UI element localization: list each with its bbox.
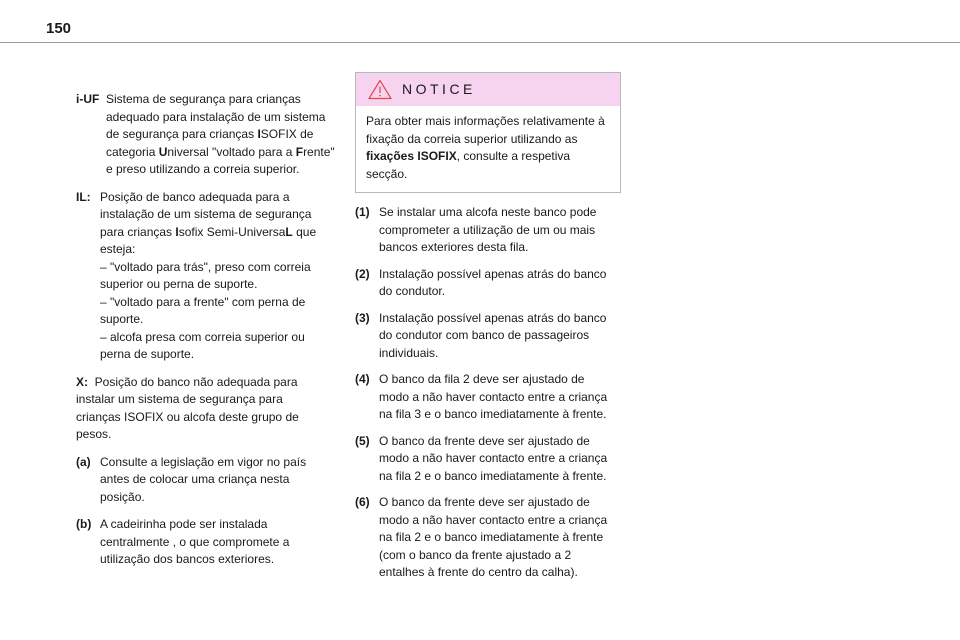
numbered-note (355, 310, 623, 363)
text-line: comprometer a utilização de um ou mais (379, 222, 596, 237)
list-item: perna de suporte. (100, 347, 195, 361)
text-line: SOFIX de (260, 127, 314, 141)
text-line: adequado para instalação de um sistema (106, 109, 326, 124)
note-text (379, 494, 607, 582)
text-line: esteja: (100, 242, 136, 256)
notice-box (355, 72, 621, 193)
text-line: secção. (366, 166, 408, 181)
emphasis: U (158, 144, 168, 159)
text-line: individuais. (379, 345, 439, 360)
definition-iuf (76, 91, 346, 179)
numbered-note (355, 371, 623, 424)
text-line: Consulte a legislação em vigor no país (100, 454, 307, 469)
note-text (379, 266, 606, 301)
text-line: (com o banco da frente ajustado a 2 (379, 547, 572, 562)
numbered-note (355, 494, 623, 582)
text-line: instalar um sistema de segurança para (76, 392, 283, 406)
text-line: para crianças (100, 224, 176, 239)
note-text (379, 371, 607, 424)
definition-text (76, 374, 346, 444)
list-item: – alcofa presa com correia superior ou (100, 329, 305, 344)
definition-il (76, 189, 346, 364)
definition-text (100, 189, 346, 364)
header-divider (0, 42, 960, 43)
note-text (379, 433, 607, 486)
text-line: que (292, 224, 317, 239)
numbered-notes (355, 204, 623, 582)
list-item: superior ou perna de suporte. (100, 277, 258, 291)
text-line: O banco da frente deve ser ajustado de (379, 495, 590, 509)
note-text (379, 310, 606, 363)
note-number: (4) (355, 372, 370, 386)
text-line: posição. (100, 489, 145, 504)
text-line: entalhes à frente do centro da calha). (379, 565, 578, 579)
definition-text (100, 454, 346, 507)
text-line: Para obter mais informações relativamente à (366, 114, 605, 128)
term-label: IL: (76, 189, 91, 204)
text-line: e preso utilizando a correia superior. (106, 162, 300, 176)
text-line: fixação da correia superior utilizando as (366, 131, 578, 146)
text-line: crianças ISOFIX ou alcofa deste grupo de (76, 409, 299, 424)
text-line: bancos exteriores desta fila. (379, 240, 529, 254)
left-column (76, 91, 346, 579)
text-line: Instalação possível apenas atrás do banco (379, 266, 607, 281)
list-item: – "voltado para trás", preso com correia (100, 259, 311, 274)
term-label: X: (76, 374, 88, 389)
notice-title: NOTICE (402, 80, 476, 97)
term-label: (b) (76, 517, 92, 531)
text-line: modo a não haver contacto entre a criança (379, 389, 608, 404)
text-line: modo a não haver contacto entre a criança (379, 512, 608, 527)
text-line: rente" (303, 144, 335, 159)
text-line: antes de colocar uma criança nesta (100, 472, 290, 486)
note-number: (1) (355, 205, 370, 219)
definition-text (100, 516, 346, 569)
text-line: de segurança para crianças (106, 127, 258, 141)
note-number: (2) (355, 266, 370, 281)
warning-triangle-icon (368, 79, 392, 100)
note-b (76, 516, 346, 569)
definition-x (76, 374, 346, 444)
text-line: Instalação possível apenas atrás do banco (379, 310, 607, 325)
text-line: instalação de um sistema de segurança (100, 207, 312, 221)
term-label: i-UF (76, 92, 100, 106)
text-line: utilização dos bancos exteriores. (100, 552, 275, 566)
emphasis: I (257, 127, 261, 141)
definition-text (106, 91, 346, 179)
list-item: suporte. (100, 312, 144, 326)
note-a (76, 454, 346, 507)
note-text (379, 204, 596, 257)
text-line: do condutor com banco de passageiros (379, 328, 590, 342)
right-column (355, 72, 623, 591)
emphasis: F (295, 144, 304, 159)
text-line: modo a não haver contacto entre a criança (379, 451, 608, 465)
text-line: na fila 3 e o banco imediatamente à frente. (379, 407, 607, 421)
text-line: A cadeirinha pode ser instalada (100, 517, 268, 531)
text-line: Posição do banco não adequada para (94, 374, 298, 389)
text-line: O banco da fila 2 deve ser ajustado de (379, 372, 585, 386)
notice-text (356, 106, 620, 192)
text-line: do condutor. (379, 284, 446, 298)
text-line: na fila 2 e o banco imediatamente à frente. (379, 468, 607, 483)
text-line: Se instalar uma alcofa neste banco pode (379, 205, 597, 219)
text-line: Sistema de segurança para crianças (106, 92, 301, 106)
text-line: na fila 2 e o banco imediatamente à frente (379, 530, 604, 544)
numbered-note (355, 204, 623, 257)
numbered-note (355, 433, 623, 486)
page-number: 150 (46, 20, 72, 37)
text-line: categoria (106, 144, 159, 159)
emphasis: L (285, 224, 293, 239)
list-item: – "voltado para a frente" com perna de (100, 294, 306, 309)
text-line: , consulte a respetiva (456, 149, 571, 163)
text-line: centralmente , o que compromete a (100, 534, 290, 549)
emphasis: fixações ISOFIX (366, 149, 457, 163)
text-line: niversal "voltado para a (167, 144, 296, 159)
text-line: pesos. (76, 427, 112, 441)
emphasis: I (175, 224, 179, 239)
text-line: Posição de banco adequada para a (100, 189, 290, 204)
notice-header (356, 73, 620, 106)
text-line: sofix Semi-Universa (178, 224, 286, 239)
note-number: (5) (355, 433, 370, 448)
term-label: (a) (76, 454, 91, 469)
note-number: (6) (355, 495, 370, 509)
text-line: O banco da frente deve ser ajustado de (379, 433, 590, 448)
note-number: (3) (355, 310, 370, 325)
numbered-note (355, 266, 623, 301)
